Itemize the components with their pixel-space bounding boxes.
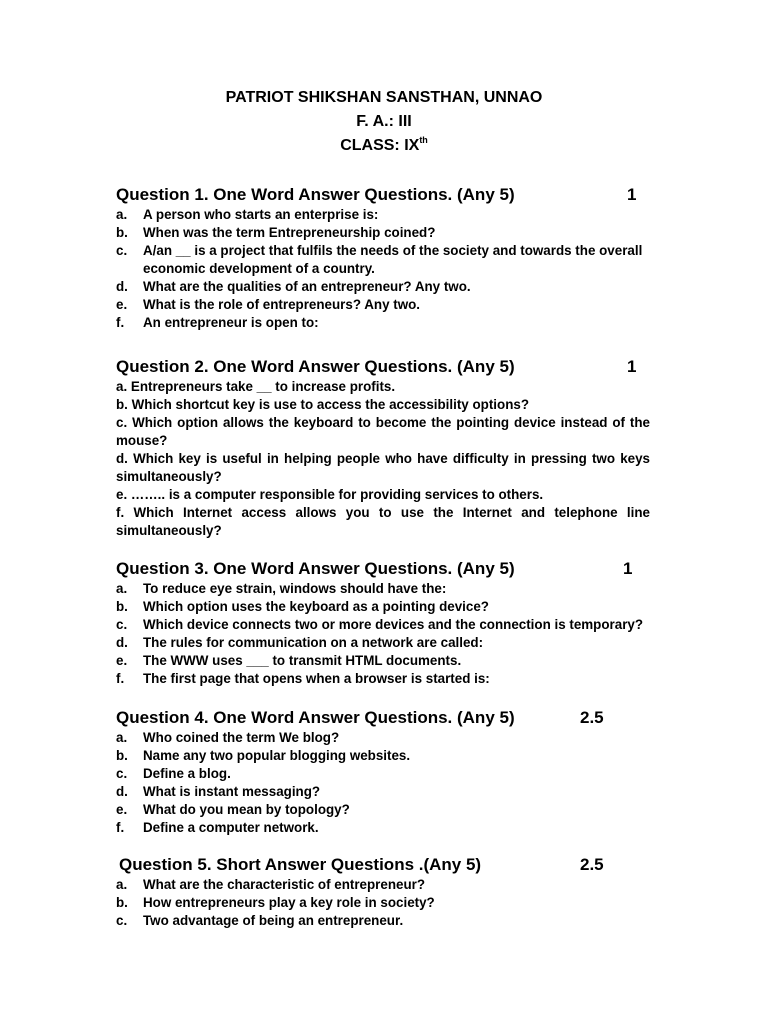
class-label-text: CLASS: IX — [340, 137, 420, 154]
question-marks: 1 — [623, 559, 633, 578]
item-text: Two advantage of being an entrepreneur. — [143, 913, 404, 928]
item-text: An entrepreneur is open to: — [143, 315, 319, 330]
list-item: b. Which shortcut key is use to access the accessibility options? — [116, 397, 529, 412]
item-text: What is the role of entrepreneurs? Any two. — [143, 297, 421, 312]
list-item — [116, 747, 650, 765]
item-text: What are the characteristic of entrepreneur? — [143, 877, 426, 892]
item-letter: c. — [116, 243, 128, 258]
item-text: When was the term Entrepreneurship coined? — [143, 225, 436, 240]
item-text: The rules for communication on a network are called: — [143, 635, 484, 650]
question-marks: 2.5 — [580, 855, 604, 874]
item-text: What do you mean by topology? — [143, 802, 350, 817]
item-letter: c. — [116, 913, 128, 928]
question-heading — [116, 557, 650, 581]
item-letter: f. — [116, 671, 125, 686]
question-5 — [116, 853, 650, 930]
question-heading — [116, 355, 650, 379]
item-text: A person who starts an enterprise is: — [143, 207, 379, 222]
question-1 — [116, 183, 650, 332]
list-item — [116, 765, 650, 783]
item-letter: c. — [116, 617, 128, 632]
item-letter: b. — [116, 748, 128, 763]
list-item — [116, 670, 650, 688]
item-letter: b. — [116, 599, 128, 614]
item-letter: f. — [116, 315, 125, 330]
item-letter: a. — [116, 581, 128, 596]
item-text: The first page that opens when a browser is started is: — [143, 671, 490, 686]
question-heading — [116, 183, 650, 207]
question-list — [116, 729, 650, 837]
assessment-label: F. A.: III — [356, 113, 412, 130]
item-letter: d. — [116, 635, 128, 650]
list-item — [116, 580, 650, 598]
list-item — [116, 634, 650, 652]
item-letter: d. — [116, 279, 128, 294]
item-letter: a. — [116, 207, 128, 222]
item-letter: a. — [116, 730, 128, 745]
item-text: Which option uses the keyboard as a pointing device? — [143, 599, 489, 614]
question-marks: 1 — [627, 185, 637, 204]
item-text: To reduce eye strain, windows should have the: — [143, 581, 447, 596]
list-item — [116, 729, 650, 747]
list-item: d. Which key is useful in helping people who have difficulty in pressing two keys simultaneously? — [116, 451, 650, 484]
item-text: Which device connects two or more devices and the connection is temporary? — [143, 617, 644, 632]
list-item — [116, 206, 650, 224]
question-marks: 2.5 — [580, 708, 604, 727]
school-name: PATRIOT SHIKSHAN SANSTHAN, UNNAO — [225, 89, 543, 106]
list-item: f. Which Internet access allows you to use the Internet and telephone line simultaneously? — [116, 505, 650, 538]
question-title: Question 4. One Word Answer Questions. (Any 5) — [116, 708, 515, 727]
question-heading — [116, 853, 650, 877]
question-2 — [116, 355, 650, 540]
question-title: Question 5. Short Answer Questions .(Any 5) — [119, 855, 482, 874]
list-item: c. Which option allows the keyboard to become the pointing device instead of the mouse? — [116, 415, 650, 448]
list-item: a. Entrepreneurs take __ to increase profits. — [116, 379, 396, 394]
item-letter: e. — [116, 802, 128, 817]
item-text: Define a blog. — [143, 766, 231, 781]
question-title: Question 3. One Word Answer Questions. (Any 5) — [116, 559, 515, 578]
question-title: Question 2. One Word Answer Questions. (Any 5) — [116, 357, 515, 376]
question-4 — [116, 706, 650, 837]
list-item — [116, 876, 650, 894]
item-text: The WWW uses ___ to transmit HTML documents. — [143, 653, 462, 668]
class-label — [0, 134, 768, 158]
list-item — [116, 801, 650, 819]
list-item — [116, 598, 650, 616]
item-letter: d. — [116, 784, 128, 799]
list-item — [116, 819, 650, 837]
list-item — [116, 912, 650, 930]
list-item — [116, 894, 650, 912]
item-letter: e. — [116, 297, 128, 312]
class-label-superscript: th — [419, 135, 428, 145]
item-letter: f. — [116, 820, 125, 835]
item-letter: b. — [116, 895, 128, 910]
item-text: Who coined the term We blog? — [143, 730, 340, 745]
question-list — [116, 876, 650, 930]
question-3 — [116, 557, 650, 688]
list-item — [116, 278, 650, 296]
list-item — [116, 314, 650, 332]
question-title: Question 1. One Word Answer Questions. (Any 5) — [116, 185, 515, 204]
list-item — [116, 242, 650, 278]
question-list — [116, 580, 650, 688]
list-item — [116, 783, 650, 801]
item-letter: b. — [116, 225, 128, 240]
document-header — [0, 86, 768, 158]
item-letter: a. — [116, 877, 128, 892]
list-item — [116, 652, 650, 670]
item-text: What are the qualities of an entrepreneur? Any two. — [143, 279, 471, 294]
question-marks: 1 — [627, 357, 637, 376]
item-text: What is instant messaging? — [143, 784, 321, 799]
item-text: How entrepreneurs play a key role in society? — [143, 895, 435, 910]
list-item — [116, 616, 650, 634]
list-item — [116, 224, 650, 242]
item-text: Define a computer network. — [143, 820, 319, 835]
question-list — [116, 378, 650, 540]
question-list — [116, 206, 650, 332]
item-text: Name any two popular blogging websites. — [143, 748, 411, 763]
list-item: e. …….. is a computer responsible for providing services to others. — [116, 487, 544, 502]
list-item — [116, 296, 650, 314]
question-heading — [116, 706, 650, 730]
item-letter: e. — [116, 653, 128, 668]
item-text: A/an __ is a project that fulfils the needs of the society and towards the overall economic development of a country. — [143, 243, 643, 276]
item-letter: c. — [116, 766, 128, 781]
